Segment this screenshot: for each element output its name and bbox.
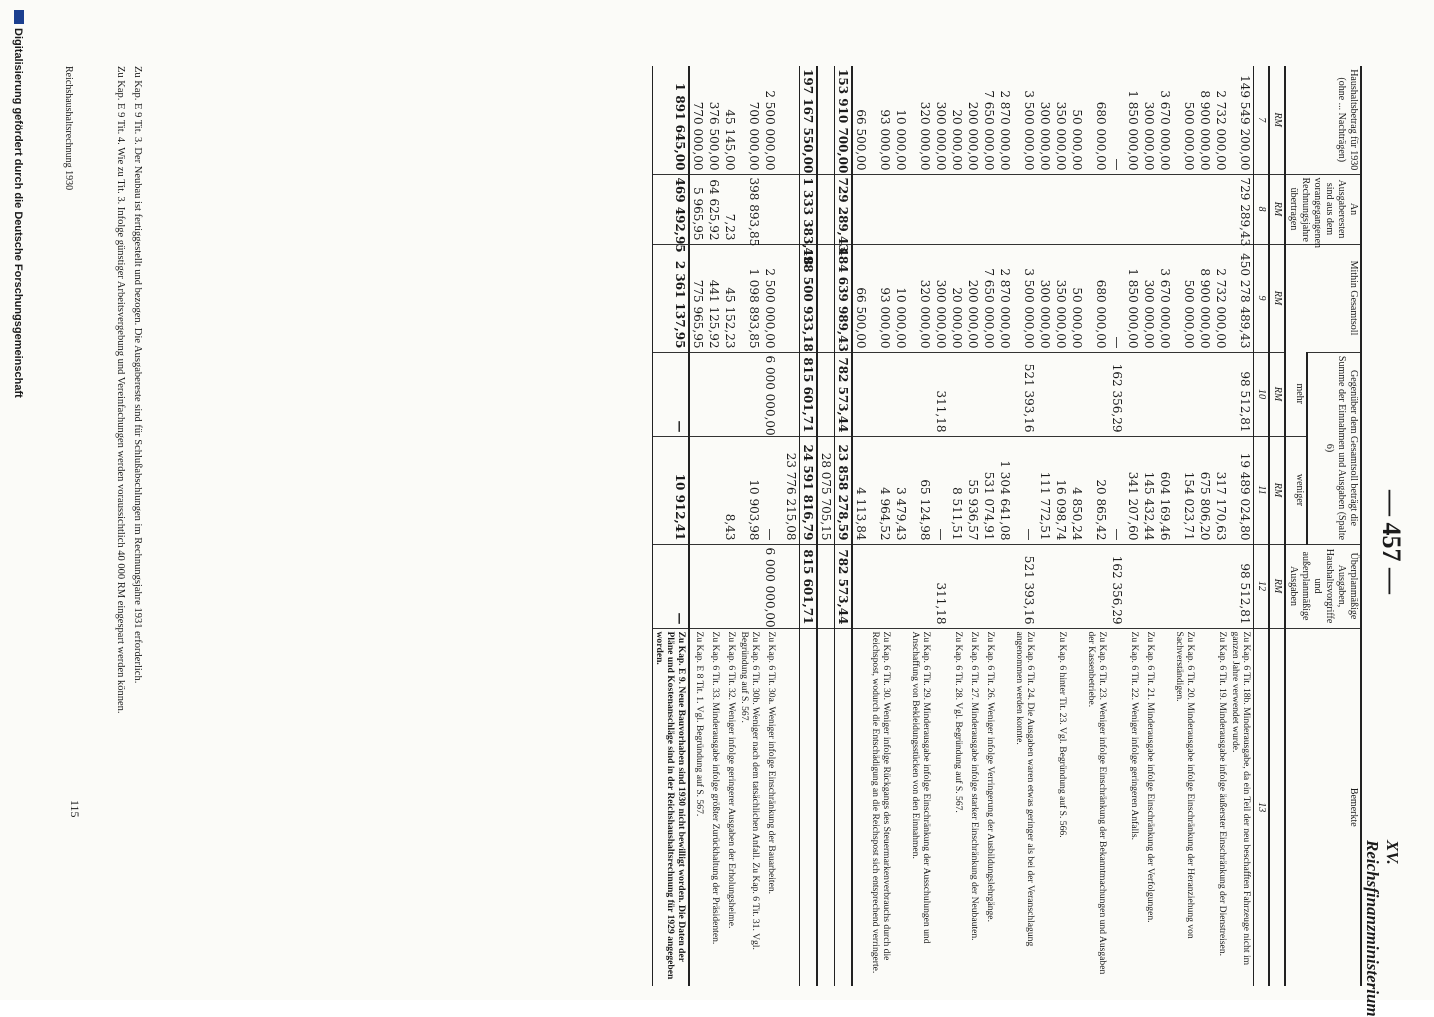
amount-cell: 45 145,00 — [723, 109, 737, 171]
table-row — [783, 66, 800, 986]
footer-line: Reichshaushaltsrechnung 1930 — [63, 66, 74, 191]
amount-cell: 24 591 816,79 — [800, 436, 818, 544]
amount-cell: 775 965,95 — [689, 244, 706, 352]
amount-cell — [1069, 544, 1085, 628]
amount-cell — [1085, 174, 1109, 244]
amount-cell — [1053, 544, 1069, 628]
amount-cell: 7,23 — [722, 174, 738, 244]
amount-cell: — — [1013, 436, 1037, 544]
amount-cell: 4 850,24 — [1069, 436, 1085, 544]
amount-cell — [817, 66, 835, 174]
amount-cell: 8 900 000,00 — [1198, 90, 1212, 171]
digitization-note: Digitalisierung gefördert durch die Deutsche Forschungsgemeinschaft — [12, 10, 24, 398]
table-row — [852, 66, 869, 986]
column-number: 8 — [1254, 174, 1270, 244]
amount-cell: — — [1110, 158, 1124, 171]
table-row — [1085, 66, 1109, 986]
chapter-title: XV. Reichsfinanzministerium — [1363, 840, 1402, 1017]
amount-cell: 2 732 000,00 — [1213, 244, 1229, 352]
amount-cell: 28 075 705,15 — [817, 436, 835, 544]
amount-cell: 782 573,44 — [835, 352, 853, 436]
amount-cell: 66 500,00 — [852, 244, 869, 352]
amount-cell — [1197, 544, 1213, 628]
col-header-less: weniger — [1285, 436, 1307, 544]
table-body — [653, 66, 1254, 986]
amount-cell — [1069, 352, 1085, 436]
amount-cell — [689, 352, 706, 436]
amount-cell — [1053, 174, 1069, 244]
amount-cell: 64 625,92 — [706, 174, 722, 244]
table-row — [722, 66, 738, 986]
page-label: 115 — [68, 800, 82, 818]
amount-cell: 8 511,51 — [949, 436, 965, 544]
amount-cell — [852, 352, 869, 436]
remark-cell: Zu Kap. 6 Tit. 27. Minderausgabe infolge starker Einschränkung der Neubauten. — [965, 628, 981, 986]
table-row — [997, 66, 1013, 986]
amount-cell — [965, 352, 981, 436]
table-row — [893, 66, 909, 986]
amount-cell — [1125, 352, 1141, 436]
amount-cell: 98 512,81 — [1229, 544, 1254, 628]
amount-cell — [1173, 174, 1197, 244]
amount-cell — [706, 352, 722, 436]
remark-cell — [817, 628, 835, 986]
remark-cell: Zu Kap. 6 Tit. 21. Minderausgabe infolge Einschränkung der Verfolgungen. — [1141, 628, 1157, 986]
amount-cell — [1213, 174, 1229, 244]
unit-label: RM — [1269, 66, 1285, 174]
amount-cell: 500 000,00 — [1173, 244, 1197, 352]
remark-cell: Zu Kap. 6 Tit. 30. Weniger infolge Rückgangs des Steuermarkenverbrauchs durch die Reichspost, wodurch die Entschädigung an die Reichspost sich entsprechend verringerte. — [869, 628, 893, 986]
amount-cell: 55 936,57 — [965, 436, 981, 544]
remark-cell — [1157, 628, 1173, 986]
amount-cell: 770 000,00 — [691, 101, 705, 171]
amount-cell: — — [762, 436, 783, 544]
amount-cell — [1109, 174, 1125, 244]
amount-cell: 23 776 215,08 — [783, 436, 800, 544]
amount-cell: 782 573,44 — [835, 544, 853, 628]
amount-cell: 300 000,00 — [1142, 101, 1156, 171]
amount-cell — [933, 174, 949, 244]
table-row — [981, 66, 997, 986]
amount-cell: 1 850 000,00 — [1125, 244, 1141, 352]
amount-cell: — — [653, 544, 690, 628]
remark-cell — [783, 628, 800, 986]
footnote-right: Zu Kap. E 9 Tit. 4. Wie zu Tit. 3. Infolge günstiger Arbeitsvergebung und Vereinfachungen werden voraussichtlich 40 000 RM eingespart werden können. — [115, 66, 126, 714]
amount-cell — [949, 544, 965, 628]
table-row — [800, 66, 818, 986]
amount-cell: 350 000,00 — [1053, 244, 1069, 352]
remark-cell: Zu Kap. 6 Tit. 22. Weniger infolge geringeren Anfalls. — [1125, 628, 1141, 986]
amount-cell — [1157, 352, 1173, 436]
amount-cell: 500 000,00 — [1182, 101, 1196, 171]
amount-cell — [706, 436, 722, 544]
amount-cell — [1037, 352, 1053, 436]
amount-cell: 484 639 989,43 — [835, 244, 853, 352]
amount-cell: 680 000,00 — [1094, 101, 1108, 171]
table-row — [835, 66, 853, 986]
amount-cell: 197 167 550,00 — [800, 66, 818, 174]
amount-cell: 162 356,29 — [1109, 352, 1125, 436]
amount-cell: 162 356,29 — [1109, 544, 1125, 628]
amount-cell: 10 000,00 — [894, 109, 908, 171]
table-row — [1109, 66, 1125, 986]
amount-cell: 300 000,00 — [934, 101, 948, 171]
amount-cell: 3 670 000,00 — [1157, 244, 1173, 352]
amount-cell — [1141, 352, 1157, 436]
amount-cell — [689, 544, 706, 628]
amount-cell: 45 152,23 — [722, 244, 738, 352]
table-row — [817, 66, 835, 986]
amount-cell — [1013, 174, 1037, 244]
amount-cell — [762, 174, 783, 244]
page-header — [1363, 40, 1410, 1017]
remark-cell — [1197, 628, 1213, 986]
table-row — [762, 66, 783, 986]
amount-cell: 2 500 000,00 — [763, 90, 777, 171]
column-number: 13 — [1254, 628, 1270, 986]
amount-cell — [817, 244, 835, 352]
amount-cell — [1197, 174, 1213, 244]
amount-cell: 10 000,00 — [893, 244, 909, 352]
col-header-extra-expenditure: Überplanmäßige Ausgaben, Haushaltsvorgriffe und außerplanmäßige Ausgaben — [1285, 544, 1361, 628]
amount-cell: 4 964,52 — [869, 436, 893, 544]
amount-cell — [852, 544, 869, 628]
remark-cell — [1109, 628, 1125, 986]
amount-cell: 815 601,71 — [800, 352, 818, 436]
table-row — [909, 66, 933, 986]
col-header-total-target: Mithin Gesamtsoll — [1285, 244, 1361, 352]
amount-cell: 398 893,85 — [738, 174, 762, 244]
amount-cell: 4 113,84 — [852, 436, 869, 544]
amount-cell: 729 289,43 — [1229, 174, 1254, 244]
table-row — [949, 66, 965, 986]
amount-cell — [1037, 174, 1053, 244]
table-row — [1037, 66, 1053, 986]
amount-cell: 300 000,00 — [933, 244, 949, 352]
amount-cell: 153 910 700,00 — [835, 66, 853, 174]
col-header-remarks: Bemerkte — [1285, 628, 1361, 986]
amount-cell: — — [653, 352, 690, 436]
unit-label: RM — [1269, 352, 1285, 436]
amount-cell: 441 125,92 — [706, 244, 722, 352]
remark-cell: Zu Kap. 6 Tit. 23. Weniger infolge Einschränkung der Bekanntmachungen und Ausgaben der Kassenbetriebe. — [1085, 628, 1109, 986]
table-row — [1053, 66, 1069, 986]
amount-cell — [1213, 352, 1229, 436]
table-row — [1213, 66, 1229, 986]
remark-cell: Zu Kap. 6 Tit. 33. Minderausgabe infolge größter Zurückhaltung der Präsidenten. — [706, 628, 722, 986]
amount-cell: — — [1109, 244, 1125, 352]
amount-cell: 145 432,44 — [1141, 436, 1157, 544]
amount-cell — [1053, 352, 1069, 436]
table-row — [933, 66, 949, 986]
amount-cell — [817, 544, 835, 628]
amount-cell: 8 900 000,00 — [1197, 244, 1213, 352]
unit-label: RM — [1269, 544, 1285, 628]
table-row — [1013, 66, 1037, 986]
remark-cell: Zu Kap. 6 Tit. 24. Die Ausgaben waren etwas geringer als bei der Veranschlagung angenommen werden konnte. — [1013, 628, 1037, 986]
table-row — [1125, 66, 1141, 986]
amount-cell — [1157, 544, 1173, 628]
amount-cell — [1069, 174, 1085, 244]
table-row — [706, 66, 722, 986]
amount-cell: 376 500,00 — [707, 101, 721, 171]
amount-cell: 50 000,00 — [1070, 109, 1084, 171]
amount-cell: 729 289,43 — [835, 174, 853, 244]
table-row — [1141, 66, 1157, 986]
amount-cell — [949, 174, 965, 244]
amount-cell — [981, 352, 997, 436]
table-row — [869, 66, 893, 986]
amount-cell — [893, 174, 909, 244]
amount-cell: 531 074,91 — [981, 436, 997, 544]
amount-cell: 700 000,00 — [747, 101, 761, 171]
remark-cell — [835, 628, 853, 986]
amount-cell: 20 865,42 — [1085, 436, 1109, 544]
amount-cell: 23 858 278,59 — [835, 436, 853, 544]
amount-cell: 311,18 — [933, 544, 949, 628]
amount-cell — [1125, 174, 1141, 244]
amount-cell — [997, 544, 1013, 628]
amount-cell: 2 870 000,00 — [997, 244, 1013, 352]
amount-cell: 1 891 645,00 — [653, 66, 690, 174]
footnote-left: Zu Kap. E 9 Tit. 3. Der Neubau ist fertiggestellt und bezogen. Die Ausgabereste sind für Schlußabschlungen im Rechnungsjahre 1931 erforderlich. — [132, 66, 143, 684]
amount-cell — [893, 544, 909, 628]
amount-cell: 5 965,95 — [689, 174, 706, 244]
amount-cell: 2 870 000,00 — [998, 90, 1012, 171]
amount-cell — [783, 66, 800, 174]
footnotes — [114, 66, 144, 986]
amount-cell — [1173, 544, 1197, 628]
amount-cell: 3 479,43 — [893, 436, 909, 544]
amount-cell — [1037, 544, 1053, 628]
amount-cell — [949, 352, 965, 436]
table-row — [1229, 66, 1254, 986]
amount-cell — [981, 174, 997, 244]
amount-cell: 65 124,98 — [909, 436, 933, 544]
amount-cell — [893, 352, 909, 436]
remark-cell — [1037, 628, 1053, 986]
remark-cell: Zu Kap. 6 Tit. 18b. Minderausgabe, da ein Teil der neu beschafften Fahrzeuge nicht im ganzen Jahre verwendet wurde. — [1229, 628, 1254, 986]
amount-cell: 1 098 893,85 — [738, 244, 762, 352]
amount-cell: 200 000,00 — [966, 101, 980, 171]
column-number: 10 — [1254, 352, 1270, 436]
amount-cell — [738, 352, 762, 436]
amount-cell: 300 000,00 — [1038, 101, 1052, 171]
column-number: 9 — [1254, 244, 1270, 352]
amount-cell: 8,43 — [722, 436, 738, 544]
amount-cell: 6 000 000,00 — [762, 352, 783, 436]
amount-cell: 98 512,81 — [1229, 352, 1254, 436]
table-row — [738, 66, 762, 986]
remark-cell: Zu Kap. 6 Tit. 30a. Weniger infolge Einschränkung der Bauarbeiten. — [762, 628, 783, 986]
table-row — [689, 66, 706, 986]
table-row — [1157, 66, 1173, 986]
amount-cell: 154 023,71 — [1173, 436, 1197, 544]
amount-cell: 320 000,00 — [918, 101, 932, 171]
amount-cell — [817, 352, 835, 436]
amount-cell — [869, 174, 893, 244]
amount-cell: 498 500 933,18 — [800, 244, 818, 352]
amount-cell — [1173, 352, 1197, 436]
amount-cell — [909, 352, 933, 436]
amount-cell — [738, 544, 762, 628]
remark-cell — [1069, 628, 1085, 986]
amount-cell: 7 650 000,00 — [982, 90, 996, 171]
amount-cell: 93 000,00 — [878, 109, 892, 171]
amount-cell: 1 333 383,18 — [800, 174, 818, 244]
amount-cell: 675 806,20 — [1197, 436, 1213, 544]
amount-cell — [869, 352, 893, 436]
column-number: 12 — [1254, 544, 1270, 628]
amount-cell: 521 393,16 — [1013, 544, 1037, 628]
amount-cell: 2 732 000,00 — [1214, 90, 1228, 171]
amount-cell — [722, 352, 738, 436]
amount-cell — [965, 174, 981, 244]
remark-cell: Zu Kap. 6 Tit. 20. Minderausgabe infolge Einschränkung der Heranziehung von Sachverständigen. — [1173, 628, 1197, 986]
remark-cell: Zu Kap. 6 Tit. 26. Weniger infolge Verringerung der Ausbildungslehrgänge. — [981, 628, 997, 986]
remark-cell: Zu Kap. 6 Tit. 32. Weniger infolge geringerer Ausgaben der Erholungsheime. — [722, 628, 738, 986]
table-row — [1173, 66, 1197, 986]
amount-cell — [1213, 544, 1229, 628]
amount-cell — [783, 174, 800, 244]
amount-cell: 1 304 641,08 — [997, 436, 1013, 544]
column-number: 7 — [1254, 66, 1270, 174]
amount-cell — [965, 544, 981, 628]
amount-cell: 450 278 489,43 — [1229, 244, 1254, 352]
amount-cell: 680 000,00 — [1085, 244, 1109, 352]
amount-cell — [1125, 544, 1141, 628]
budget-table — [652, 66, 1362, 986]
amount-cell — [1085, 544, 1109, 628]
amount-cell: 2 500 000,00 — [762, 244, 783, 352]
amount-cell: 149 549 200,00 — [1238, 75, 1252, 171]
amount-cell: 521 393,16 — [1013, 352, 1037, 436]
remark-cell — [893, 628, 909, 986]
amount-cell — [1197, 352, 1213, 436]
table-row — [1069, 66, 1085, 986]
amount-cell — [909, 544, 933, 628]
amount-cell — [689, 436, 706, 544]
amount-cell: 93 000,00 — [869, 244, 893, 352]
col-header-carryover: An Ausgaberesten sind aus dem vorangegangenen Rechnungsjahre übertragen — [1285, 174, 1361, 244]
amount-cell: 66 500,00 — [854, 109, 868, 171]
amount-cell — [783, 244, 800, 352]
col-header-difference: Gegenüber dem Gesamtsoll beträgt die Summe der Einnahmen und Ausgaben (Spalte 6) — [1307, 352, 1361, 544]
remark-cell — [933, 628, 949, 986]
remark-cell: Zu Kap. 6 hinter Tit. 23. Vgl. Begründung auf S. 566. — [1053, 628, 1069, 986]
remark-cell: Zu Kap. E 8 Tit. 1. Vgl. Begründung auf S. 567. — [689, 628, 706, 986]
amount-cell: 3 670 000,00 — [1158, 90, 1172, 171]
col-header-budget: Haushaltsbetrag für 1930 (ohne ... Nachträgen) — [1285, 66, 1361, 174]
amount-cell: 1 850 000,00 — [1126, 90, 1140, 171]
amount-cell — [1085, 352, 1109, 436]
remark-cell: Zu Kap. E 9. Neue Bauvorhaben sind 1930 nicht bewilligt worden. Die Daten der Pläne und Kostenanschläge sind in der Reichshaushaltsrechnung für 1929 angegeben worden. — [653, 628, 690, 986]
remark-cell: Zu Kap. 6 Tit. 30b. Weniger nach dem tatsächlichen Anfall. Zu Kap. 6 Tit. 31. Vgl. Begründung auf S. 567. — [738, 628, 762, 986]
amount-cell — [1141, 174, 1157, 244]
amount-cell: 7 650 000,00 — [981, 244, 997, 352]
amount-cell: 20 000,00 — [949, 244, 965, 352]
unit-label: RM — [1269, 244, 1285, 352]
amount-cell — [997, 352, 1013, 436]
remark-cell: Zu Kap. 6 Tit. 29. Minderausgabe infolge Einschränkung der Ausschulungen und Anschaffung von Bekleidungsstücken von den Einnahmen. — [909, 628, 933, 986]
remark-cell — [852, 628, 869, 986]
amount-cell: 10 912,41 — [653, 436, 690, 544]
amount-cell — [722, 544, 738, 628]
amount-cell: 200 000,00 — [965, 244, 981, 352]
dfg-logo — [14, 10, 24, 24]
unit-label: RM — [1269, 436, 1285, 544]
remark-cell: Zu Kap. 6 Tit. 28. Vgl. Begründung auf S. 567. — [949, 628, 965, 986]
amount-cell — [1141, 544, 1157, 628]
amount-cell: 815 601,71 — [800, 544, 818, 628]
amount-cell — [981, 544, 997, 628]
amount-cell — [1157, 174, 1173, 244]
remark-cell: Zu Kap. 6 Tit. 19. Minderausgabe infolge äußerster Einschränkung der Dienstreisen. — [1213, 628, 1229, 986]
col-header-more: mehr — [1285, 352, 1307, 436]
amount-cell: 320 000,00 — [909, 244, 933, 352]
amount-cell — [909, 174, 933, 244]
amount-cell: 3 500 000,00 — [1013, 244, 1037, 352]
amount-cell: 16 098,74 — [1053, 436, 1069, 544]
amount-cell — [997, 174, 1013, 244]
table-row — [965, 66, 981, 986]
unit-label: RM — [1269, 174, 1285, 244]
amount-cell — [852, 174, 869, 244]
amount-cell: 300 000,00 — [1141, 244, 1157, 352]
amount-cell: 50 000,00 — [1069, 244, 1085, 352]
amount-cell: 10 903,98 — [738, 436, 762, 544]
amount-cell: 469 492,95 — [653, 174, 690, 244]
amount-cell: — — [933, 436, 949, 544]
table-row — [1197, 66, 1213, 986]
amount-cell: 3 500 000,00 — [1022, 90, 1036, 171]
page-number: — 457 — — [1377, 490, 1406, 594]
amount-cell: 20 000,00 — [950, 109, 964, 171]
amount-cell: 317 170,63 — [1213, 436, 1229, 544]
amount-cell: 300 000,00 — [1037, 244, 1053, 352]
amount-cell — [869, 544, 893, 628]
remark-cell — [800, 628, 818, 986]
amount-cell — [706, 544, 722, 628]
column-number: 11 — [1254, 436, 1270, 544]
amount-cell: 350 000,00 — [1054, 101, 1068, 171]
amount-cell: 19 489 024,80 — [1229, 436, 1254, 544]
amount-cell: 341 207,60 — [1125, 436, 1141, 544]
amount-cell: — — [1109, 436, 1125, 544]
remark-cell — [997, 628, 1013, 986]
amount-cell: 604 169,46 — [1157, 436, 1173, 544]
amount-cell: 311,18 — [933, 352, 949, 436]
table-row — [653, 66, 690, 986]
amount-cell — [783, 352, 800, 436]
amount-cell — [817, 174, 835, 244]
amount-cell: 111 772,51 — [1037, 436, 1053, 544]
amount-cell — [783, 544, 800, 628]
amount-cell: 2 361 137,95 — [653, 244, 690, 352]
amount-cell: 6 000 000,00 — [762, 544, 783, 628]
